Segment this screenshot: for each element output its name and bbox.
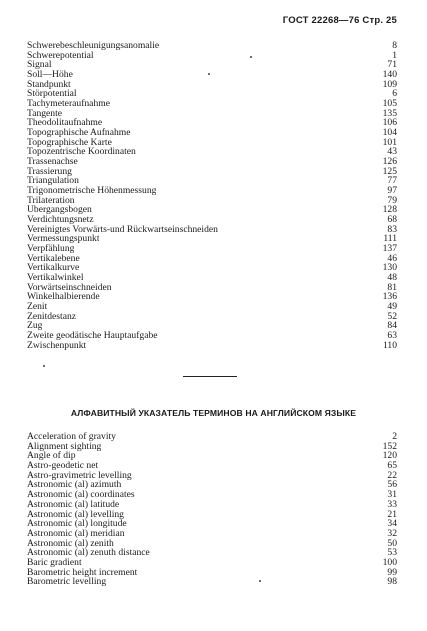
page-number: 105 [382, 98, 397, 110]
term-row [27, 51, 397, 61]
term-row [27, 442, 397, 452]
term-text: Acceleration of gravity [27, 432, 116, 442]
page-number: 32 [387, 527, 397, 539]
term-text: Vereinigtes Vorwärts-und Rückwartseinschneiden [27, 224, 218, 235]
term-text: Theodolitaufnahme [27, 118, 103, 129]
term-text: Übergangsbogen [27, 205, 92, 216]
term-text: Astronomic (al) azimuth [27, 480, 122, 491]
term-row [27, 176, 397, 186]
page-number: 104 [382, 127, 397, 139]
page-number: 97 [387, 185, 397, 197]
term-text: Vermessungspunkt [27, 234, 100, 245]
term-row [27, 205, 397, 215]
term-row [27, 109, 397, 119]
term-text: Astronomic (al) zenuth distance [27, 548, 150, 558]
term-text: Astronomic (al) meridian [27, 528, 125, 539]
term-text: Baric gradient [27, 557, 82, 568]
page-number: 65 [387, 460, 397, 472]
term-row [27, 471, 397, 481]
page-number: 99 [387, 566, 397, 578]
term-row [27, 539, 397, 549]
page-number: 152 [382, 440, 397, 452]
term-row [27, 510, 397, 520]
page-number: 2 [392, 431, 397, 442]
term-row [27, 500, 397, 510]
page-number: 56 [387, 479, 397, 491]
term-row [27, 99, 397, 109]
term-row [27, 167, 397, 177]
page-number: 8 [392, 40, 397, 51]
term-row [27, 80, 397, 90]
term-text: Astronomic (al) latitude [27, 499, 120, 510]
page-number: 81 [387, 281, 397, 293]
term-text: Schwerepotential [27, 50, 94, 61]
term-text: Topozentrische Koordinaten [27, 147, 136, 158]
term-row [27, 331, 397, 341]
page-number: 120 [382, 450, 397, 462]
page-number: 68 [387, 214, 397, 226]
page-number: 98 [387, 576, 397, 588]
term-text: Barometric levelling [27, 577, 107, 588]
term-row [27, 196, 397, 206]
term-text: Topographische Karte [27, 137, 112, 148]
term-row [27, 244, 397, 254]
page-number: 101 [382, 136, 397, 148]
page-number: 21 [387, 508, 397, 520]
page-number: 31 [387, 489, 397, 501]
term-text: Schwerebeschleunigungsanomalie [27, 41, 160, 51]
term-row [27, 263, 397, 273]
page-number: 84 [387, 320, 397, 332]
page-header: ГОСТ 22268—76 Стр. 25 [282, 15, 397, 26]
term-row [27, 341, 397, 351]
page-number: 128 [382, 204, 397, 216]
scan-speck [259, 580, 261, 582]
term-text: Trassenachse [27, 157, 78, 167]
term-text: Astronomic (al) zenith [27, 538, 114, 549]
term-row [27, 519, 397, 529]
term-row [27, 302, 397, 312]
term-text: Vorwärtseinschneiden [27, 282, 112, 293]
term-row [27, 118, 397, 128]
page-number: 130 [382, 262, 397, 274]
term-text: Zwischenpunkt [27, 340, 87, 351]
page-number: 79 [387, 194, 397, 206]
english-term-index [27, 432, 397, 587]
term-row [27, 312, 397, 322]
term-row [27, 186, 397, 196]
page-number: 46 [387, 252, 397, 264]
term-text: Zenitdestanz [27, 311, 77, 322]
term-row [27, 321, 397, 331]
page-number: 52 [387, 310, 397, 322]
term-text: Signal [27, 60, 52, 71]
term-row [27, 283, 397, 293]
term-text: Astronomic (al) coordinates [27, 490, 135, 500]
term-text: Alignment sighting [27, 441, 102, 452]
page-number: 77 [387, 175, 397, 187]
term-text: Astronomic (al) longitude [27, 519, 127, 529]
term-row [27, 529, 397, 539]
term-text: Zweite geodätische Hauptaufgabe [27, 331, 158, 341]
term-row [27, 292, 397, 302]
term-text: Störpotential [27, 89, 77, 100]
scan-speck [43, 365, 45, 367]
page-number: 34 [387, 518, 397, 530]
page-number: 135 [382, 107, 397, 119]
term-text: Tangente [27, 108, 63, 119]
page-number: 83 [387, 223, 397, 235]
term-text: Vertikalebene [27, 253, 80, 264]
term-row [27, 577, 397, 587]
term-row [27, 568, 397, 578]
page-number: 71 [387, 59, 397, 71]
page-number: 126 [382, 156, 397, 168]
page-number: 50 [387, 537, 397, 549]
term-row [27, 451, 397, 461]
page-number: 100 [382, 556, 397, 568]
term-text: Barometric height increment [27, 567, 138, 578]
scan-speck [208, 73, 210, 75]
term-row [27, 558, 397, 568]
page-number: 33 [387, 498, 397, 510]
term-text: Topographische Aufnahme [27, 128, 131, 138]
term-row [27, 273, 397, 283]
term-row [27, 60, 397, 70]
term-row [27, 89, 397, 99]
page-number: 106 [382, 117, 397, 129]
term-row [27, 254, 397, 264]
term-text: Zug [27, 321, 43, 332]
term-text: Verdichtungsnetz [27, 215, 94, 225]
section-title: АЛФАВИТНЫЙ УКАЗАТЕЛЬ ТЕРМИНОВ НА АНГЛИЙСКОМ ЯЗЫКЕ [70, 408, 357, 418]
page-number: 43 [387, 146, 397, 158]
term-row [27, 225, 397, 235]
term-text: Standpunkt [27, 79, 71, 90]
term-row [27, 215, 397, 225]
term-row [27, 480, 397, 490]
term-row [27, 128, 397, 138]
term-row [27, 548, 397, 558]
term-text: Trilateration [27, 195, 75, 206]
term-text: Trigonometrische Höhenmessung [27, 186, 157, 196]
term-text: Zenit [27, 302, 48, 312]
term-text: Trassierung [27, 166, 72, 177]
term-text: Astro-geodetic net [27, 461, 99, 471]
term-text: Vertikalwinkel [27, 273, 84, 283]
page-number: 6 [392, 88, 397, 100]
page-number: 49 [387, 301, 397, 313]
page-number: 136 [382, 291, 397, 303]
page-number: 109 [382, 78, 397, 90]
page-number: 111 [383, 233, 397, 245]
term-text: Vertikalkurve [27, 263, 80, 274]
page-number: 110 [382, 339, 397, 351]
term-text: Tachymeteraufnahme [27, 99, 110, 109]
term-row [27, 157, 397, 167]
term-row [27, 432, 397, 442]
term-row [27, 138, 397, 148]
german-term-index [27, 41, 397, 351]
term-text: Astronomic (al) levelling [27, 509, 124, 520]
term-text: Astro-gravimetric levelling [27, 470, 132, 481]
page-number: 53 [387, 547, 397, 559]
page-number: 137 [382, 243, 397, 255]
page-number: 140 [382, 69, 397, 81]
page-number: 125 [382, 165, 397, 177]
term-row [27, 70, 397, 80]
term-row [27, 234, 397, 244]
term-row [27, 147, 397, 157]
section-divider [183, 376, 237, 377]
term-text: Verpfählung [27, 244, 75, 254]
term-text: Triangulation [27, 176, 79, 187]
term-text: Winkelhalbierende [27, 292, 100, 303]
term-row [27, 490, 397, 500]
page-number: 1 [392, 49, 397, 61]
term-row [27, 41, 397, 51]
page-number: 63 [387, 330, 397, 342]
term-text: Soll—Höhe [27, 70, 73, 80]
page-number: 48 [387, 272, 397, 284]
page-number: 22 [387, 469, 397, 481]
term-text: Angle of dip [27, 451, 76, 462]
term-row [27, 461, 397, 471]
scan-speck [250, 56, 252, 58]
